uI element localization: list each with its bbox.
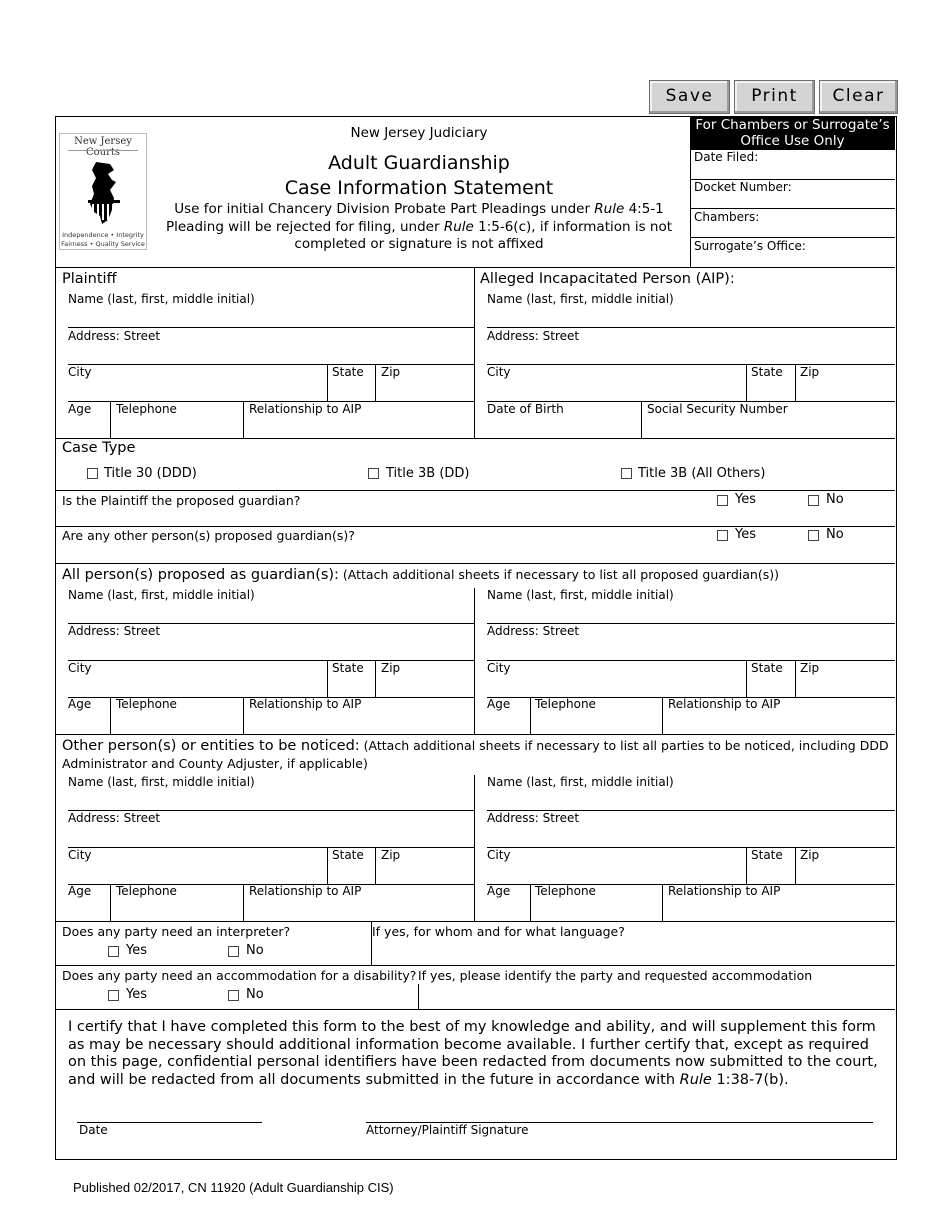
noticed2-telephone-field[interactable] <box>531 897 661 920</box>
guardian2-telephone-label: Telephone <box>535 697 596 711</box>
noticed1-relationship-label: Relationship to AIP <box>249 884 362 898</box>
guardian2-name-label: Name (last, first, middle initial) <box>487 588 674 602</box>
office-use-header: For Chambers or Surrogate’s Office Use Only <box>690 116 895 150</box>
guardian2-relationship-field[interactable] <box>663 710 893 733</box>
chambers-field[interactable] <box>690 208 895 237</box>
plaintiff-guardian-question: Is the Plaintiff the proposed guardian? <box>62 493 301 508</box>
noticed2-state-field[interactable] <box>747 861 793 883</box>
aip-dob-label: Date of Birth <box>487 402 564 416</box>
nj-state-icon <box>86 160 122 226</box>
noticed2-zip-label: Zip <box>800 848 820 862</box>
guardian2-state-label: State <box>751 661 783 675</box>
accommodation-yes-label: Yes <box>126 987 147 1002</box>
noticed-title: Other person(s) or entities to be noticed: (Attach additional sheets if necessary to list all parties to be noticed, including DDD <box>62 738 889 754</box>
guardian1-relationship-label: Relationship to AIP <box>249 697 362 711</box>
clear-button[interactable]: Clear <box>819 80 898 114</box>
guardian2-age-label: Age <box>487 697 511 711</box>
aip-zip-label: Zip <box>800 365 820 379</box>
noticed1-telephone-label: Telephone <box>116 884 177 898</box>
save-button[interactable]: Save <box>649 80 730 114</box>
chambers-label: Chambers: <box>694 210 760 224</box>
other-guardian-question: Are any other person(s) proposed guardian(s)? <box>62 528 355 543</box>
noticed1-age-label: Age <box>68 884 92 898</box>
noticed1-telephone-field[interactable] <box>111 897 242 920</box>
noticed2-street-label: Address: Street <box>487 811 580 825</box>
noticed1-name-label: Name (last, first, middle initial) <box>68 775 255 789</box>
guardian2-zip-field[interactable] <box>796 674 893 696</box>
guardian1-city-field[interactable] <box>68 674 326 696</box>
nj-courts-logo <box>59 133 147 250</box>
plaintiff-relationship-field[interactable] <box>244 415 473 438</box>
plaintiff-zip-field[interactable] <box>376 378 473 400</box>
noticed1-city-label: City <box>68 848 92 862</box>
accommodation-detail-label: If yes, please identify the party and requested accommodation <box>418 968 813 983</box>
print-button[interactable]: Print <box>734 80 815 114</box>
other-guardian-no-label: No <box>826 527 844 542</box>
guardian1-relationship-field[interactable] <box>244 710 473 733</box>
accommodation-no-label: No <box>246 987 264 1002</box>
guardian2-state-field[interactable] <box>747 674 793 696</box>
noticed2-relationship-field[interactable] <box>663 897 893 920</box>
guardian1-age-label: Age <box>68 697 92 711</box>
noticed1-state-field[interactable] <box>328 861 374 883</box>
logo-motto-1: Independence • Integrity <box>62 231 144 239</box>
guardian1-state-label: State <box>332 661 364 675</box>
other-guardian-no-checkbox[interactable] <box>808 530 819 541</box>
guardian1-telephone-label: Telephone <box>116 697 177 711</box>
guardian2-name-field[interactable] <box>487 601 893 623</box>
case-type-title: Case Type <box>62 440 136 456</box>
guardian2-city-label: City <box>487 661 511 675</box>
plaintiff-state-field[interactable] <box>328 378 374 400</box>
signature-label: Attorney/Plaintiff Signature <box>366 1123 529 1137</box>
plaintiff-telephone-field[interactable] <box>111 415 242 438</box>
noticed2-name-label: Name (last, first, middle initial) <box>487 775 674 789</box>
noticed2-zip-field[interactable] <box>796 861 893 883</box>
logo-title: New Jersey Courts <box>74 136 132 158</box>
title-3b-dd-checkbox[interactable] <box>368 468 379 479</box>
surrogate-field[interactable] <box>690 237 895 267</box>
docket-field[interactable] <box>690 179 895 208</box>
aip-state-field[interactable] <box>747 378 793 400</box>
guardian1-state-field[interactable] <box>328 674 374 696</box>
noticed2-state-label: State <box>751 848 783 862</box>
accommodation-detail-field[interactable] <box>419 984 893 1008</box>
title-30-checkbox[interactable] <box>87 468 98 479</box>
aip-ssn-label: Social Security Number <box>647 402 788 416</box>
plaintiff-title: Plaintiff <box>62 271 117 287</box>
guardians-title: All person(s) proposed as guardian(s): (Attach additional sheets if necessary to list all proposed guardian(s)) <box>62 567 779 583</box>
plaintiff-guardian-yes-checkbox[interactable] <box>717 495 728 506</box>
plaintiff-name-label: Name (last, first, middle initial) <box>68 292 255 306</box>
guardian2-relationship-label: Relationship to AIP <box>668 697 781 711</box>
aip-ssn-field[interactable] <box>642 415 893 438</box>
accommodation-yes-checkbox[interactable] <box>108 990 119 1001</box>
other-guardian-yes-checkbox[interactable] <box>717 530 728 541</box>
plaintiff-guardian-yes-label: Yes <box>735 492 756 507</box>
interpreter-yes-label: Yes <box>126 943 147 958</box>
guardian1-zip-label: Zip <box>381 661 401 675</box>
noticed1-street-field[interactable] <box>68 824 472 846</box>
interpreter-detail-field[interactable] <box>372 940 893 964</box>
noticed2-age-label: Age <box>487 884 511 898</box>
plaintiff-name-field[interactable] <box>68 305 472 327</box>
surrogate-label: Surrogate’s Office: <box>694 239 806 253</box>
guardian2-telephone-field[interactable] <box>531 710 661 733</box>
guardian2-street-label: Address: Street <box>487 624 580 638</box>
form-title-1: Adult Guardianship <box>328 152 510 174</box>
aip-title: Alleged Incapacitated Person (AIP): <box>480 271 735 287</box>
accommodation-no-checkbox[interactable] <box>228 990 239 1001</box>
guardian1-telephone-field[interactable] <box>111 710 242 733</box>
plaintiff-state-label: State <box>332 365 364 379</box>
noticed1-street-label: Address: Street <box>68 811 161 825</box>
logo-motto-2: Fairness • Quality Service <box>61 240 145 248</box>
interpreter-no-label: No <box>246 943 264 958</box>
guardian2-zip-label: Zip <box>800 661 820 675</box>
guardian2-street-field[interactable] <box>487 637 893 659</box>
form-subtitle: Use for initial Chancery Division Probate Part Pleadings under Rule 4:5-1 Pleading will be rejected for filing, under Rule 1:5-6(c), if information is not completed or signature is not affixed <box>165 201 673 252</box>
footer-published: Published 02/2017, CN 11920 (Adult Guardianship CIS) <box>73 1180 394 1195</box>
noticed1-state-label: State <box>332 848 364 862</box>
guardian1-street-field[interactable] <box>68 637 472 659</box>
noticed-note: Administrator and County Adjuster, if applicable) <box>62 756 368 771</box>
aip-state-label: State <box>751 365 783 379</box>
date-label: Date <box>79 1123 108 1137</box>
guardian2-city-field[interactable] <box>487 674 745 696</box>
noticed1-zip-field[interactable] <box>376 861 473 883</box>
noticed1-age-field[interactable] <box>68 897 108 920</box>
aip-dob-field[interactable] <box>487 415 639 438</box>
date-filed-label: Date Filed: <box>694 150 759 164</box>
certification-text: I certify that I have completed this form to the best of my knowledge and ability, and will supplement this form as may be necessary should additional information become available. I further certify that, except as required on this page, confidential personal identifiers have been redacted from documents now submitted to the court, and will be redacted from all documents submitted in the future in accordance with Rule 1:38-7(b). <box>68 1019 878 1088</box>
plaintiff-city-field[interactable] <box>68 378 326 400</box>
guardian1-name-label: Name (last, first, middle initial) <box>68 588 255 602</box>
aip-city-label: City <box>487 365 511 379</box>
noticed2-relationship-label: Relationship to AIP <box>668 884 781 898</box>
plaintiff-zip-label: Zip <box>381 365 401 379</box>
noticed2-city-field[interactable] <box>487 861 745 883</box>
accommodation-question: Does any party need an accommodation for a disability? <box>62 968 417 983</box>
noticed2-age-field[interactable] <box>487 897 529 920</box>
noticed1-zip-label: Zip <box>381 848 401 862</box>
guardian1-street-label: Address: Street <box>68 624 161 638</box>
title-3b-others-label: Title 3B (All Others) <box>638 466 766 481</box>
guardian1-city-label: City <box>68 661 92 675</box>
docket-label: Docket Number: <box>694 180 792 194</box>
guardian2-age-field[interactable] <box>487 710 529 733</box>
interpreter-detail-label: If yes, for whom and for what language? <box>372 924 625 939</box>
other-guardian-yes-label: Yes <box>735 527 756 542</box>
aip-city-field[interactable] <box>487 378 745 400</box>
title-3b-others-checkbox[interactable] <box>621 468 632 479</box>
plaintiff-age-label: Age <box>68 402 92 416</box>
aip-zip-field[interactable] <box>796 378 893 400</box>
plaintiff-street-label: Address: Street <box>68 329 161 343</box>
plaintiff-relationship-label: Relationship to AIP <box>249 402 362 416</box>
title-3b-dd-label: Title 3B (DD) <box>386 466 470 481</box>
noticed2-city-label: City <box>487 848 511 862</box>
noticed2-telephone-label: Telephone <box>535 884 596 898</box>
noticed1-name-field[interactable] <box>68 788 472 810</box>
org-name: New Jersey Judiciary <box>350 125 488 141</box>
noticed1-city-field[interactable] <box>68 861 326 883</box>
plaintiff-telephone-label: Telephone <box>116 402 177 416</box>
guardian1-age-field[interactable] <box>68 710 108 733</box>
interpreter-yes-checkbox[interactable] <box>108 946 119 957</box>
plaintiff-guardian-no-label: No <box>826 492 844 507</box>
noticed2-street-field[interactable] <box>487 824 893 846</box>
aip-name-field[interactable] <box>487 305 893 327</box>
title-30-label: Title 30 (DDD) <box>104 466 197 481</box>
plaintiff-age-field[interactable] <box>68 415 108 438</box>
form-title-2: Case Information Statement <box>284 177 554 199</box>
aip-street-label: Address: Street <box>487 329 580 343</box>
signature-field[interactable] <box>366 1100 873 1122</box>
interpreter-no-checkbox[interactable] <box>228 946 239 957</box>
guardian1-zip-field[interactable] <box>376 674 473 696</box>
date-filed-field[interactable] <box>690 150 895 179</box>
noticed1-relationship-field[interactable] <box>244 897 473 920</box>
aip-name-label: Name (last, first, middle initial) <box>487 292 674 306</box>
noticed2-name-field[interactable] <box>487 788 893 810</box>
interpreter-question: Does any party need an interpreter? <box>62 924 291 939</box>
guardian1-name-field[interactable] <box>68 601 472 623</box>
aip-street-field[interactable] <box>487 342 893 364</box>
date-field[interactable] <box>77 1100 262 1122</box>
plaintiff-city-label: City <box>68 365 92 379</box>
plaintiff-guardian-no-checkbox[interactable] <box>808 495 819 506</box>
plaintiff-street-field[interactable] <box>68 342 472 364</box>
